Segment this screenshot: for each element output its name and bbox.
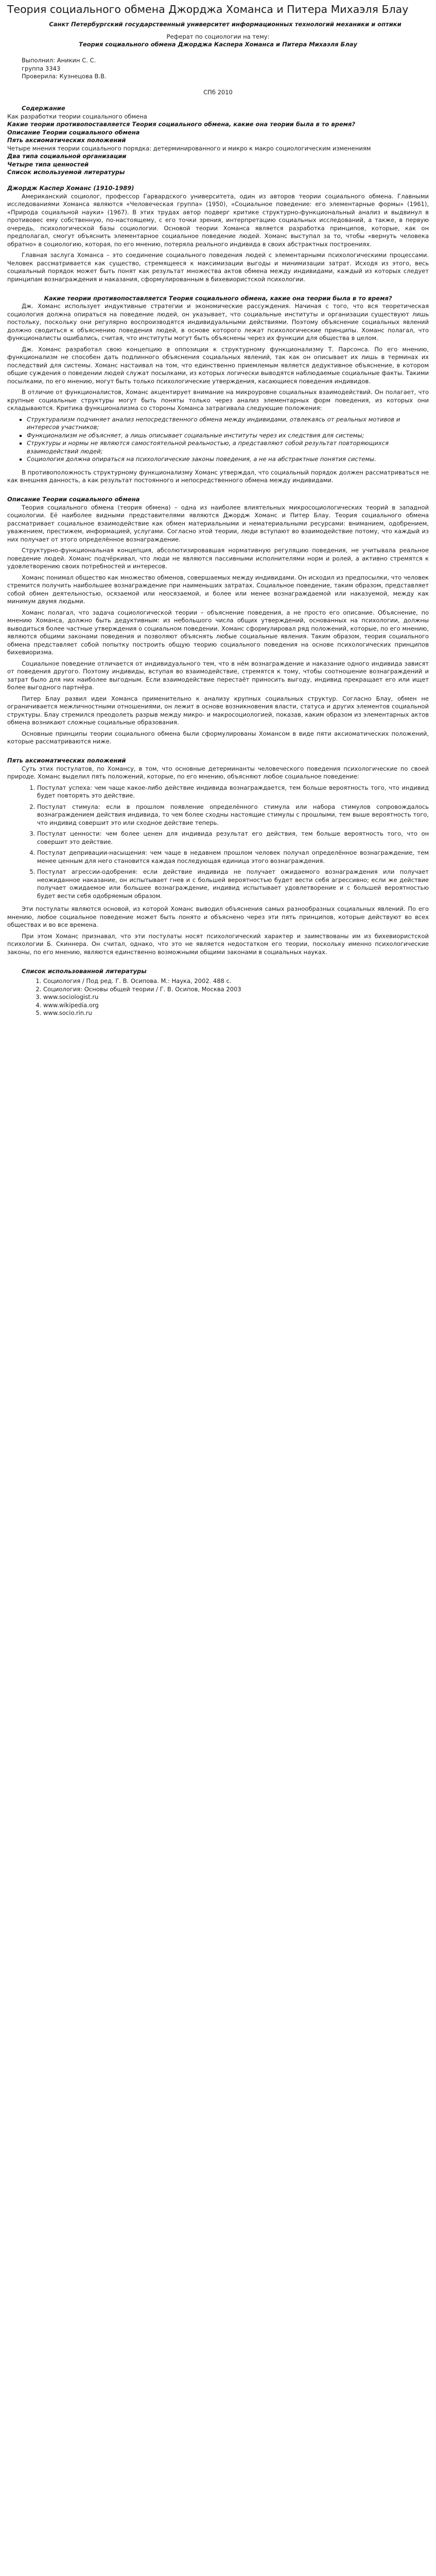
- paragraph: Эти постулаты являются основой, из которой Хоманс выводил объяснения самых разнообразных социальных явлений. По его мнению, любое социальное поведение может быть понято и объяснено через эти пять принципов, которые действуют во всех обществах и во все времена.: [7, 905, 429, 928]
- essay-title: Теория социального обмена Джорджа Каспера Хоманса и Питера Михаэля Блау: [78, 41, 358, 48]
- toc-item: Четыре типа ценностей: [7, 160, 89, 168]
- paragraph: Дж. Хоманс разработал свою концепцию в оппозиции к структурному функционализму Т. Парсонса. По его мнению, функционализм не способен дать подлинного объяснения социальных явлений, так как он описывает их лишь в терминах их последствий для системы. Хоманс настаивал на том, что единственно приемлемым является дедуктивное объяснение, в котором общие суждения о поведении людей служат посылками, из которых логически выводятся наблюдаемые социальные факты. Такими посылками, по его мнению, могут быть только психологические утверждения, касающиеся поведения индивидов.: [7, 345, 429, 385]
- city-year: СПб 2010: [203, 89, 233, 96]
- references-heading: Список использованной литературы: [22, 967, 147, 975]
- list-item: 3. Постулат ценности: чем более ценен для индивида результат его действия, тем больше вероятность того, что он совершит это действие.: [37, 830, 429, 846]
- table-of-contents: [7, 113, 429, 177]
- axioms-list: [7, 784, 429, 901]
- list-item: 4. Постулат депривации-насыщения: чем чаще в недавнем прошлом человек получал определённое вознаграждение, тем менее ценным для него становится каждая последующая единица этого вознаграждения.: [37, 849, 429, 865]
- list-item: 2. Постулат стимула: если в прошлом появление определённого стимула или набора стимулов сопровождалось вознаграждением действия индивида, то чем более сходны настоящие стимулы с прошлыми, тем выше вероятность того, что индивид совершит это или сходное действие теперь.: [37, 803, 429, 827]
- list-item: 1. Социология / Под ред. Г. В. Осипова. М.: Наука, 2002. 488 с.: [43, 977, 429, 986]
- paragraph: Главная заслуга Хоманса – это соединение социального поведения людей с элементарными психологическими процессами. Человек рассматривается как существо, стремящееся к максимизации выгоды и минимизации затрат. Исходя из этого, весь социальный порядок может быть понят как результат множества актов обмена между индивидами, каждый из которых следует принципам вознаграждения и наказания, сформулированным в бихевиористской психологии.: [7, 251, 429, 283]
- list-item: ▪ Структуры и нормы не являются самостоятельной реальностью, а представляют собой результат повторяющихся взаимодействий людей;: [27, 439, 429, 455]
- paragraph: Хоманс понимал общество как множество обменов, совершаемых между индивидами. Он исходил из предпосылки, что человек стремится получить наибольшее вознаграждение при наименьших затратах. Социальное поведение, таким образом, представляет собой обмен деятельностью, осязаемой или неосязаемой, и более или менее вознаграждаемой или наказуемой, между как минимум двумя людьми.: [7, 573, 429, 605]
- author-line: Выполнил: Аникин С. С.: [22, 57, 96, 64]
- toc-heading: Содержание: [22, 105, 65, 112]
- toc-item: Список используемой литературы: [7, 168, 125, 176]
- checked-by-line: Проверила: Кузнецова В.В.: [22, 73, 107, 80]
- toc-item: Описание Теории социального обмена: [7, 128, 140, 136]
- section-heading: Какие теории противопоставляется Теория социального обмена, какие она теории была в то время?: [44, 294, 392, 302]
- document: [0, 0, 436, 1018]
- paragraph: При этом Хоманс признавал, что эти постулаты носят психологический характер и заимствованы им из бихевиористской психологии Б. Скиннера. Он считал, однако, что это не является недостатком его теории, поскольку именно психологические законы, по его мнению, являются единственно возможными общими законами в социальных науках.: [7, 932, 429, 956]
- toc-item: Как разработки теории социального обмена: [7, 112, 147, 120]
- section-heading: Описание Теории социального обмена: [7, 496, 140, 503]
- paragraph: Американский социолог, профессор Гарвардского университета, один из авторов теории социального обмена. Главными исследованиями Хоманса являются «Человеческая группа» (1950), «Социальное поведение: его элементарные формы» (1961), «Природа социальной науки» (1967). В этих трудах автор подверг критике структурно-функциональный анализ и выдвинул в противовес ему собственную, по-настоящему, с его точки зрения, интерпретацию социальных исследований, а также, в первую очередь, психологической базы социологии. Основой теории Хоманса является разработка принципов, которые, как он предполагал, смогут объяснить элементарное социальное поведение людей. Хоманс выступал за то, чтобы «вернуть человека обратно» в социологию, которая, по его мнению, потеряла реального индивида в своих абстрактных построениях.: [7, 192, 429, 248]
- paragraph: Дж. Хоманс использует индуктивные стратегии и экономические рассуждения. Начиная с того, что вся теоретическая социология должна опираться на поведение людей, он указывает, что социальные институты и организации существуют лишь постольку, поскольку они регулярно воспроизводятся индивидуальными действиями. Поэтому объяснение социальных явлений должно сводиться к объяснению поведения людей, в основе которого лежат психологические принципы. Хоманс полагал, что функционалисты ошибались, считая, что институты могут быть объяснены через их функции для общества в целом.: [7, 302, 429, 342]
- paragraph: Суть этих постулатов, по Хомансу, в том, что основные детерминанты человеческого поведения психологические по своей природе. Хоманс выделил пять положений, которые, по его мнению, объясняют любое социальное поведение:: [7, 765, 429, 780]
- list-item[interactable]: 4. www.wikipedia.org: [43, 1002, 429, 1010]
- paragraph: Теория социального обмена (теория обмена) – одна из наиболее влиятельных микросоциологических теорий в западной социологии. Её наиболее видными представителями являются Джордж Хоманс и Питер Блау. Теория социального обмена рассматривает социальное взаимодействие как обмен материальными и нематериальными ресурсами: вниманием, одобрением, уважением, престижем, информацией, услугами. Согласно этой теории, люди вступают во взаимодействие потому, что каждый из них получает от этого определённое вознаграждение.: [7, 503, 429, 543]
- list-item: ▪ Структурализм подчиняет анализ непосредственного обмена между индивидами, отвлекаясь от реальных мотивов и интересов участников;: [27, 416, 429, 432]
- paragraph: В отличие от функционалистов, Хоманс акцентирует внимание на микроуровне социальных взаимодействий. Он полагает, что крупные социальные структуры могут быть поняты только через анализ элементарных форм поведения, из которых они складываются. Критика функционализма со стороны Хоманса затрагивала следующие положения:: [7, 388, 429, 412]
- list-item[interactable]: 5. www.socio.rin.ru: [43, 1009, 429, 1018]
- group-line: группа 3343: [22, 64, 61, 72]
- paragraph: Основные принципы теории социального обмена были сформулированы Хомансом в виде пяти аксиоматических положений, которые рассматриваются ниже.: [7, 730, 429, 745]
- paragraph: В противоположность структурному функционализму Хоманс утверждал, что социальный порядок должен рассматриваться не как внешняя данность, а как результат постоянного и непосредственного обмена между индивидами.: [7, 468, 429, 484]
- paragraph: Хоманс полагал, что задача социологической теории – объяснение поведения, а не просто его описание. Объяснение, по мнению Хоманса, должно быть дедуктивным: из небольшого числа общих утверждений, основанных на психологии, должны выводиться более частные утверждения о социальном поведении. Хоманс сформулировал ряд положений, которые, по его мнению, являются общими законами поведения и позволяют объяснять любые социальные явления. Таким образом, теория социального обмена представляет собой попытку построить общую теорию социального поведения на основе психологических принципов бихевиоризма.: [7, 608, 429, 656]
- university-name: Санкт Петербургский государственный университет информационных технологий механики и оптики: [49, 21, 402, 28]
- list-item: ▪ Социология должна опираться на психологические законы поведения, а не на абстрактные понятия системы.: [27, 455, 429, 464]
- list-item: 5. Постулат агрессии-одобрения: если действие индивида не получает ожидаемого вознаграждения или получает неожиданное наказание, он испытывает гнев и с большей вероятностью будет вести себя агрессивно; если же действие получает ожидаемое или большее вознаграждение, индивид испытывает удовлетворение и с большей вероятностью будет вести себя одобряемым образом.: [37, 868, 429, 900]
- paragraph: Социальное поведение отличается от индивидуального тем, что в нём вознаграждение и наказание одного индивида зависят от поведения другого. Поэтому индивиды, вступая во взаимодействие, стремятся к тому, чтобы соотношение вознаграждений и затрат было для них наиболее выгодным. Если взаимодействие перестаёт приносить выгоду, индивид прекращает его или ищет более выгодного партнёра.: [7, 659, 429, 691]
- criticism-list: [7, 416, 429, 464]
- toc-item: Пять аксиоматических положений: [7, 137, 126, 144]
- paragraph: Питер Блау развил идеи Хоманса применительно к анализу крупных социальных структур. Согласно Блау, обмен не ограничивается межличностными отношениями, он лежит в основе возникновения власти, статуса и других элементов социальной структуры. Блау стремился преодолеть разрыв между микро- и макросоциологией, показав, каким образом из элементарных актов обмена возникают сложные социальные образования.: [7, 694, 429, 726]
- section-heading: Пять аксиоматических положений: [7, 757, 126, 764]
- list-item: ▪ Функционализм не объясняет, а лишь описывает социальные институты через их следствия для системы;: [27, 432, 429, 440]
- toc-item: Какие теории противопоставляется Теория социального обмена, какие она теории была в то время?: [7, 121, 356, 128]
- references-list: [7, 977, 429, 1018]
- paragraph: Структурно-функциональная концепция, абсолютизировавшая нормативную регуляцию поведения, не учитывала реальное поведение людей. Хоманс подчёркивал, что люди не являются пассивными исполнителями норм и ролей, а активно стремятся к удовлетворению своих потребностей и интересов.: [7, 547, 429, 570]
- section-heading: Джордж Каспер Хоманс (1910-1989): [7, 184, 134, 192]
- document-title: Теория социального обмена Джорджа Хоманса и Питера Михаэля Блау: [7, 3, 409, 15]
- toc-item: Четыре мнения теории социального порядка: детерминированного и микро к макро социологическим изменениям: [7, 144, 371, 152]
- essay-label: Реферат по социологии на тему:: [166, 32, 270, 40]
- list-item[interactable]: 3. www.sociologist.ru: [43, 993, 429, 1002]
- toc-item: Два типа социальной организации: [7, 152, 127, 160]
- list-item: 1. Постулат успеха: чем чаще какое-либо действие индивида вознаграждается, тем больше вероятность того, что индивид будет повторять это действие.: [37, 784, 429, 800]
- list-item: 2. Социология: Основы общей теории / Г. В. Осипов, Москва 2003: [43, 986, 429, 994]
